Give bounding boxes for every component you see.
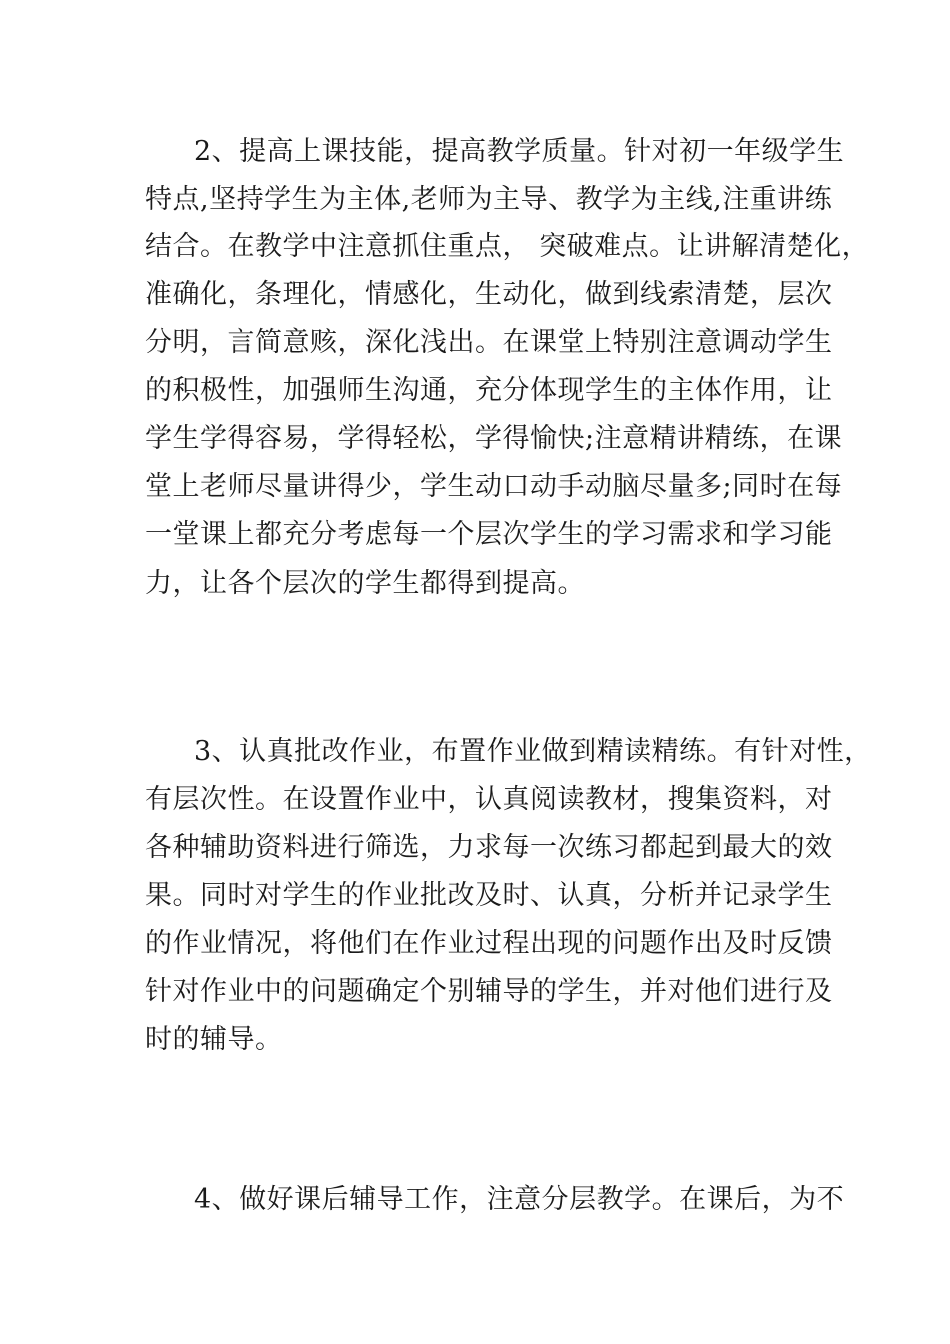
paragraph-line: 有层次性。在设置作业中，认真阅读教材，搜集资料，对: [145, 784, 833, 815]
paragraph-line: 堂上老师尽量讲得少，学生动口动手动脑尽量多;同时在每: [145, 471, 843, 502]
paragraph-line: 准确化，条理化，情感化，生动化，做到线索清楚，层次: [145, 279, 833, 310]
paragraph-line: 的作业情况，将他们在作业过程出现的问题作出及时反馈: [145, 928, 833, 959]
paragraph-line: 3、认真批改作业，布置作业做到精读精练。有针对性，: [194, 736, 872, 767]
paragraph-line: 分明，言简意赅，深化浅出。在课堂上特别注意调动学生: [145, 327, 833, 358]
paragraph-line: 时的辅导。: [145, 1024, 283, 1055]
paragraph-line: 针对作业中的问题确定个别辅导的学生，并对他们进行及: [145, 976, 833, 1007]
paragraph-line: 的积极性，加强师生沟通，充分体现学生的主体作用，让: [145, 375, 833, 406]
paragraph-line: 果。同时对学生的作业批改及时、认真，分析并记录学生: [145, 880, 833, 911]
paragraph-line: 各种辅助资料进行筛选，力求每一次练习都起到最大的效: [145, 832, 833, 863]
paragraph-line: 2、提高上课技能，提高教学质量。针对初一年级学生: [194, 136, 845, 167]
paragraph-line: 学生学得容易，学得轻松，学得愉快;注意精讲精练，在课: [145, 423, 843, 454]
paragraph-line: 一堂课上都充分考虑每一个层次学生的学习需求和学习能: [145, 519, 833, 550]
paragraph-line: 特点,坚持学生为主体,老师为主导、教学为主线,注重讲练: [145, 184, 833, 215]
paragraph-line: 4、做好课后辅导工作，注意分层教学。在课后，为不: [194, 1184, 845, 1215]
paragraph-line: 力，让各个层次的学生都得到提高。: [145, 568, 585, 599]
paragraph-line: 结合。在教学中注意抓住重点， 突破难点。让讲解清楚化，: [145, 231, 870, 262]
